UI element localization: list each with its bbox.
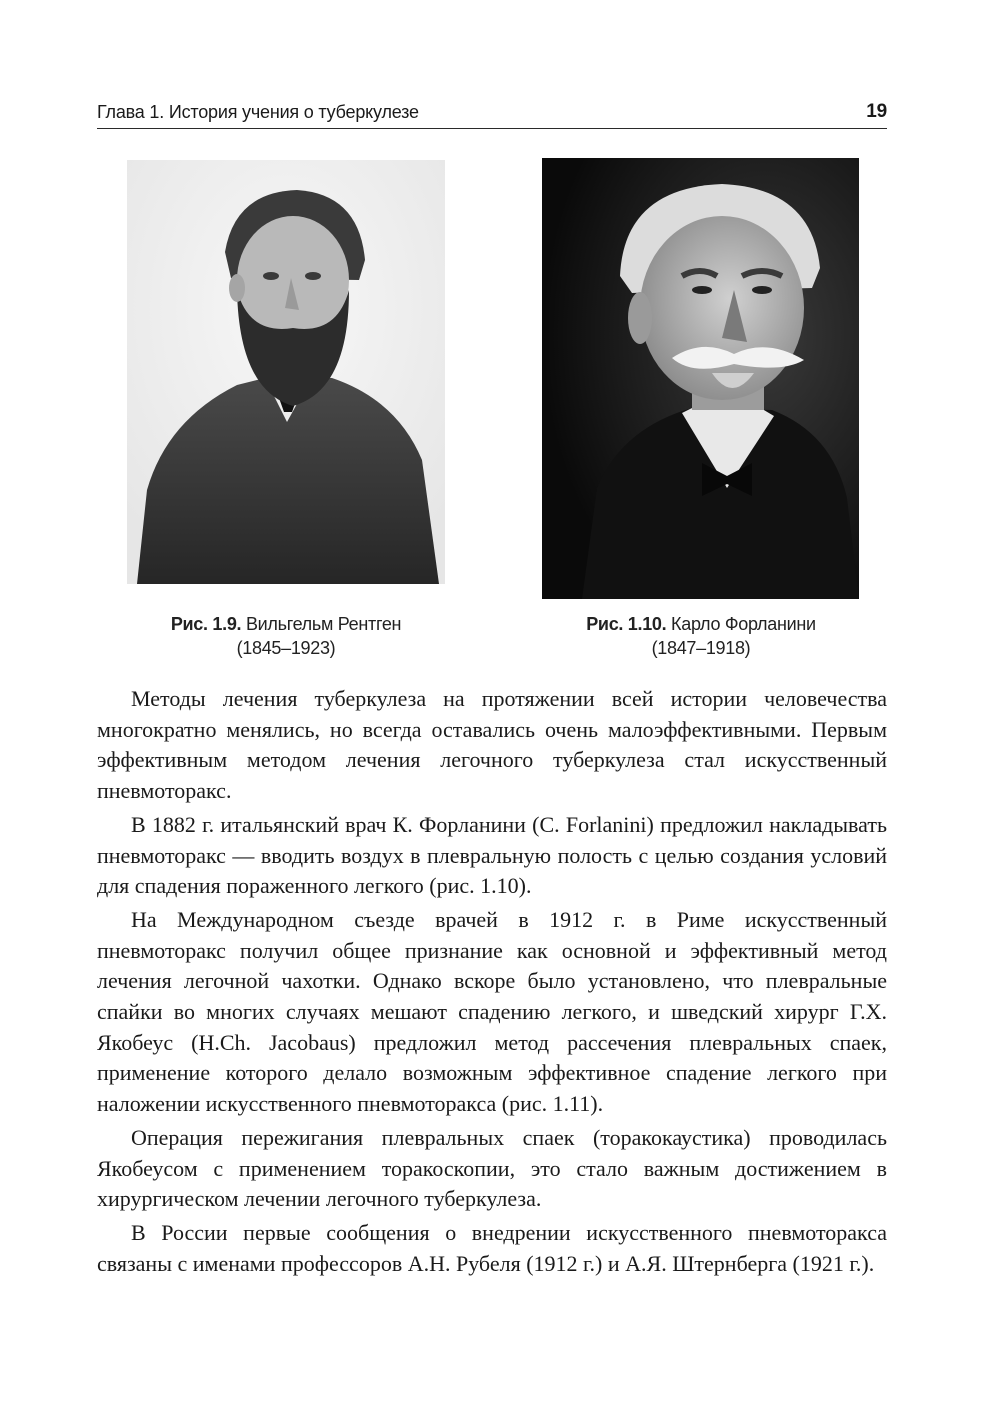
portrait-rontgen-photo [127, 160, 445, 584]
paragraph: В 1882 г. итальянский врач К. Форланини (С. Forlanini) предложил накладывать пневмоторакс — вводить воздух в плевральную полость с целью создания условий для спадения пораженного легкого (рис. 1.10). [97, 811, 887, 899]
portrait-forlanini-photo [542, 158, 859, 599]
paragraph: На Международном съезде врачей в 1912 г. в Риме искусственный пневмоторакс получил общее признание как основной и эффективный метод лечения легочной чахотки. Однако вскоре было установлено, что плевральные спайки во многих случаях мешают спадению легкого, и шведский хирург Г.Х. Якобеус (H.Ch. Jacobaus) предложил метод рассечения плевральных спаек, применение которого делало возможным эффективное спадение легкого при наложении искусственного пневмоторакса (рис. 1.11). [97, 906, 887, 1117]
figure-person-name: Вильгельм Рентген [245, 614, 402, 634]
figure-caption-1-10 [545, 612, 857, 660]
paragraph: Операция пережигания плевральных спаек (торакокаустика) проводилась Якобеусом с применением торакоскопии, это стало важным достижением в хирургическом лечении легочного туберкулеза. [97, 1124, 887, 1212]
figure-person-name: Карло Форланини [671, 614, 816, 634]
figure-years: (1847–1918) [651, 638, 751, 658]
figure-caption-1-9 [130, 612, 442, 660]
running-header [97, 100, 887, 129]
figure-label: Рис. 1.9. [170, 614, 242, 634]
paragraph: В России первые сообщения о внедрении искусственного пневмоторакса связаны с именами профессоров А.Н. Рубеля (1912 г.) и А.Я. Штернберга (1921 г.). [97, 1219, 887, 1276]
figure-label: Рис. 1.10. [586, 614, 667, 634]
chapter-title: Глава 1. История учения о туберкулезе [97, 102, 419, 122]
page-number: 19 [866, 101, 887, 122]
paragraph: Методы лечения туберкулеза на протяжении всей истории человечества многократно менялись, но всегда оставались очень малоэффективными. Первым эффективным методом лечения легочного туберкулеза стал искусственный пневмоторакс. [97, 686, 887, 804]
body-text [97, 684, 887, 1282]
figure-years: (1845–1923) [236, 638, 336, 658]
